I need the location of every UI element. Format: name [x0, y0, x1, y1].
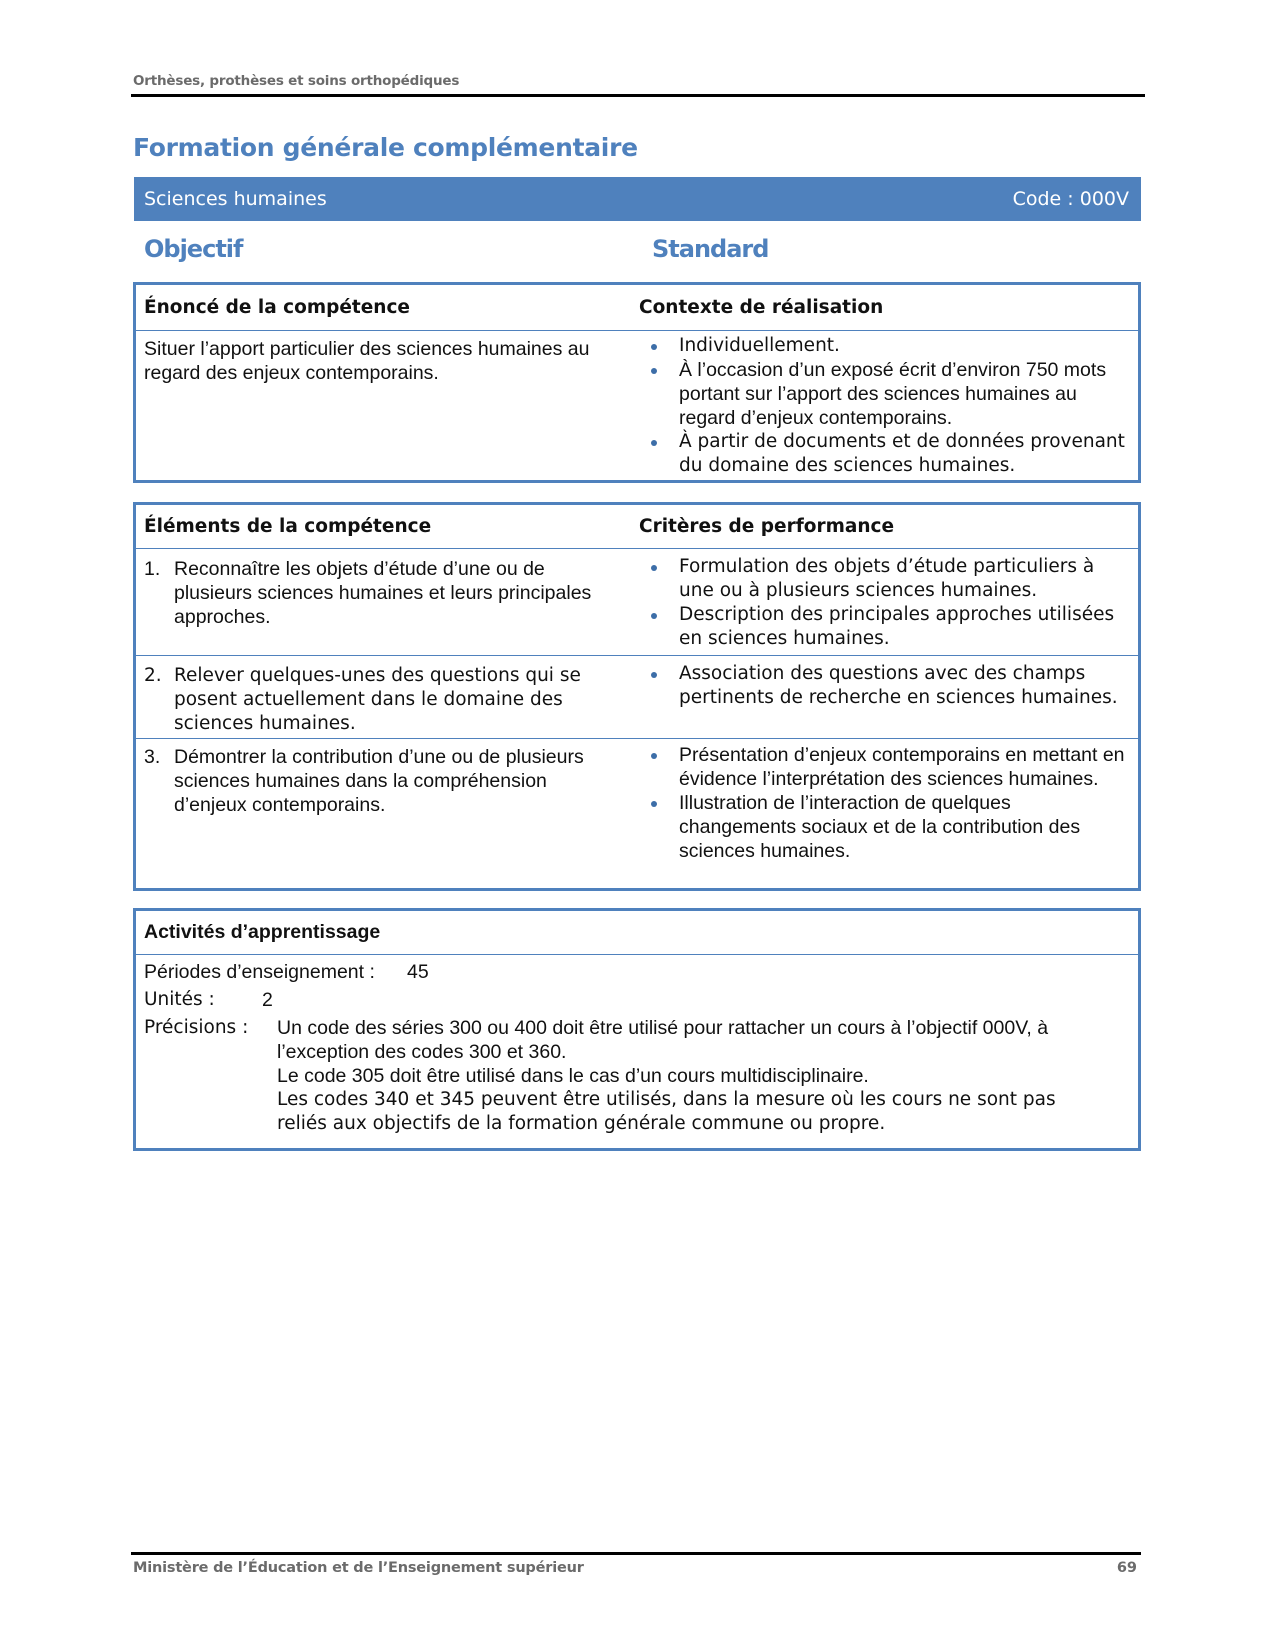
activities-box-header [136, 911, 1138, 955]
criteria-item: Association des questions avec des champs pertinents de recherche en sciences humaines. [639, 662, 1132, 710]
criteria-list [639, 743, 1132, 863]
criteria-list [639, 662, 1132, 710]
element-number: 1. [144, 558, 161, 580]
element-row [136, 739, 1138, 863]
subject-code: Code : 000V [1012, 188, 1129, 210]
activities-box [133, 908, 1141, 1151]
periods-value: 45 [407, 961, 429, 983]
periods-label: Périodes d’enseignement : [144, 961, 375, 983]
header-rule [131, 94, 1145, 97]
statement-header: Énoncé de la compétence [144, 297, 410, 318]
units-value: 2 [262, 989, 273, 1011]
footer-rule [131, 1552, 1141, 1555]
criteria-item: Formulation des objets d’étude particuliers à une ou à plusieurs sciences humaines. [639, 555, 1132, 603]
units-label: Unités : [144, 989, 215, 1010]
element-text: Relever quelques-unes des questions qui se posent actuellement dans le domaine des sciences humaines. [174, 665, 581, 734]
page-title: Formation générale complémentaire [133, 133, 638, 162]
details-line: Un code des séries 300 ou 400 doit être utilisé pour rattacher un cours à l’objectif 000V, à l’exception des codes 300 et 360. [277, 1017, 1049, 1063]
context-item: À l’occasion d’un exposé écrit d’environ 750 mots portant sur l’apport des sciences humaines au regard d’enjeux contemporains. [639, 358, 1132, 430]
activities-body [136, 955, 1138, 1140]
periods-row [144, 957, 1130, 984]
elements-box [133, 502, 1141, 891]
element-item [144, 557, 623, 629]
standard-heading: Standard [652, 235, 769, 263]
element-row [136, 656, 1138, 739]
details-label: Précisions : [144, 1017, 249, 1038]
competence-box-header [136, 285, 1138, 331]
activities-header: Activités d’apprentissage [144, 921, 381, 943]
element-number: 2. [144, 665, 162, 686]
element-row [136, 549, 1138, 656]
element-text: Reconnaître les objets d’étude d’une ou de plusieurs sciences humaines et leurs principales approches. [174, 558, 592, 628]
criteria-list [639, 555, 1132, 651]
running-header: Orthèses, prothèses et soins orthopédiques [133, 73, 460, 89]
units-row [144, 984, 1130, 1012]
page-number: 69 [1116, 1560, 1137, 1576]
elements-box-header [136, 505, 1138, 549]
context-item: À partir de documents et de données provenant du domaine des sciences humaines. [639, 430, 1132, 478]
context-header: Contexte de réalisation [639, 297, 884, 318]
element-item [144, 664, 623, 736]
details-row [144, 1012, 1130, 1136]
competence-statement: Situer l’apport particulier des sciences humaines au regard des enjeux contemporains. [144, 338, 590, 384]
context-item: Individuellement. [639, 334, 1132, 358]
criteria-item: Description des principales approches utilisées en sciences humaines. [639, 603, 1132, 651]
element-item [144, 745, 623, 817]
competence-box [133, 282, 1141, 483]
subject-name: Sciences humaines [144, 188, 327, 210]
context-list [639, 334, 1132, 478]
footer-publisher: Ministère de l’Éducation et de l’Enseignement supérieur [133, 1560, 584, 1576]
criteria-item: Illustration de l’interaction de quelques changements sociaux et de la contribution des sciences humaines. [639, 791, 1132, 863]
competence-row [136, 331, 1138, 478]
objectif-heading: Objectif [144, 235, 243, 263]
elements-header: Éléments de la compétence [144, 516, 432, 537]
element-number: 3. [144, 746, 161, 768]
details-line: Le code 305 doit être utilisé dans le cas d’un cours multidisciplinaire. [277, 1065, 869, 1087]
subject-bar [134, 177, 1141, 221]
criteria-header: Critères de performance [639, 516, 895, 537]
element-text: Démontrer la contribution d’une ou de plusieurs sciences humaines dans la compréhension d’enjeux contemporains. [174, 746, 584, 816]
criteria-item: Présentation d’enjeux contemporains en mettant en évidence l’interprétation des sciences humaines. [639, 743, 1132, 791]
details-line: Les codes 340 et 345 peuvent être utilisés, dans la mesure où les cours ne sont pas reliés aux objectifs de la formation générale commune ou propre. [277, 1089, 1056, 1134]
